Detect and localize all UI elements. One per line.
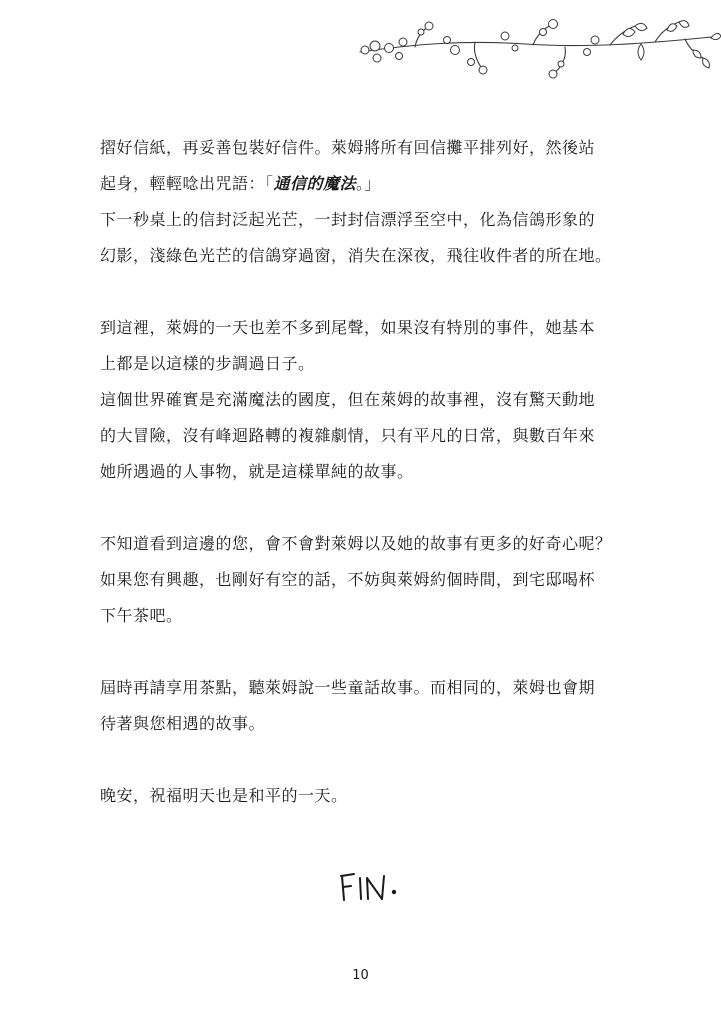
text-line: 如果您有興趣，也剛好有空的話，不妨與萊姆約個時間，到宅邸喝杯 <box>100 570 596 589</box>
vine-decoration <box>355 18 721 90</box>
paragraph-1 <box>100 130 660 274</box>
text-line <box>100 166 660 202</box>
text-line: 她所遇過的人事物，就是這樣單純的故事。 <box>100 462 414 481</box>
paragraph-gap <box>100 742 660 778</box>
text-line: 這個世界確實是充滿魔法的國度，但在萊姆的故事裡，沒有驚天動地 <box>100 390 596 409</box>
text-line: 到這裡，萊姆的一天也差不多到尾聲，如果沒有特別的事件，她基本 <box>100 318 596 337</box>
paragraph-4 <box>100 670 660 742</box>
text-segment: 起身，輕輕唸出咒語：「 <box>100 174 274 193</box>
story-text <box>100 130 660 814</box>
paragraph-gap <box>100 634 660 670</box>
text-line: 下一秒桌上的信封泛起光芒，一封封信漂浮至空中，化為信鴿形象的 <box>100 210 596 229</box>
text-line: 的大冒險，沒有峰迴路轉的複雜劇情，只有平凡的日常，與數百年來 <box>100 426 596 445</box>
spell-name: 通信的魔法 <box>273 174 357 193</box>
text-line: 不知道看到這邊的您，會不會對萊姆以及她的故事有更多的好奇心呢？ <box>100 534 612 553</box>
text-line: 晚安，祝福明天也是和平的一天。 <box>100 786 348 805</box>
paragraph-gap <box>100 490 660 526</box>
paragraph-3 <box>100 526 660 634</box>
text-line: 待著與您相遇的故事。 <box>100 714 266 733</box>
text-line: 上都是以這樣的步調過日子。 <box>100 354 315 373</box>
text-segment: 。」 <box>356 174 382 193</box>
paragraph-gap <box>100 274 660 310</box>
text-line: 下午茶吧。 <box>100 606 183 625</box>
paragraph-5 <box>100 778 660 814</box>
fin-handwritten <box>336 866 416 910</box>
text-line: 屆時再請享用茶點，聽萊姆說一些童話故事。而相同的，萊姆也會期 <box>100 678 596 697</box>
text-line: 摺好信紙，再妥善包裝好信件。萊姆將所有回信攤平排列好，然後站 <box>100 138 596 157</box>
page-number: 10 <box>352 968 369 983</box>
text-line: 幻影，淺綠色光芒的信鴿穿過窗，消失在深夜，飛往收件者的所在地。 <box>100 246 612 265</box>
paragraph-2 <box>100 310 660 490</box>
